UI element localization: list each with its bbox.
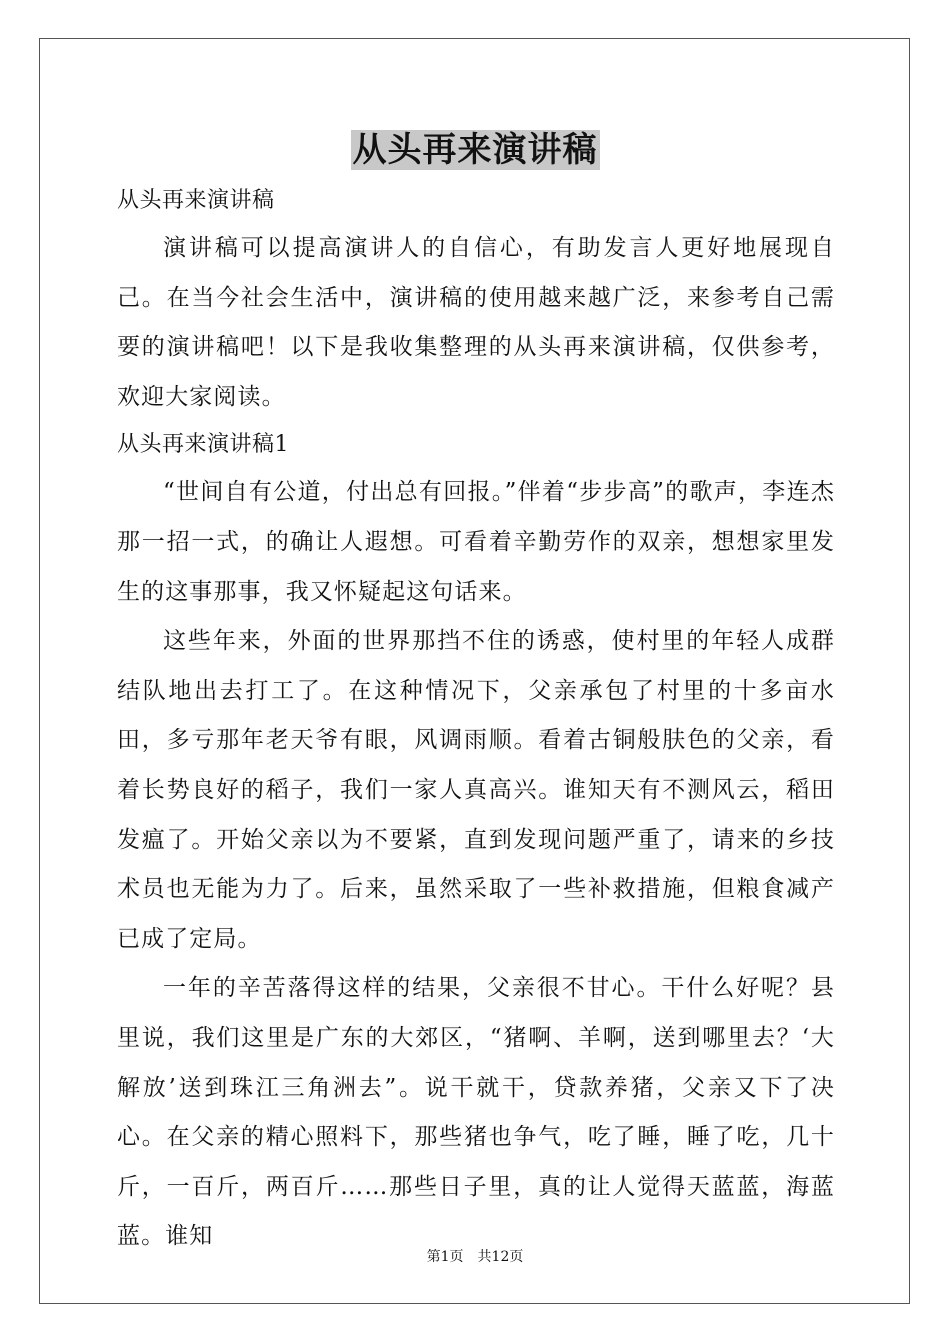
page-number: 第1页 — [426, 1249, 464, 1265]
section-heading: 从头再来演讲稿1 — [117, 432, 289, 458]
document-heading: 从头再来演讲稿 — [117, 188, 275, 213]
intro-paragraph: 演讲稿可以提高演讲人的自信心，有助发言人更好地展现自己。在当今社会生活中，演讲稿的使用越来越广泛，来参考自己需要的演讲稿吧！以下是我收集整理的从头再来演讲稿，仅供参考，欢迎大家阅读。 — [117, 235, 835, 410]
document-title-text: 从头再来演讲稿 — [352, 130, 598, 170]
body-paragraph-3: 一年的辛苦落得这样的结果，父亲很不甘心。干什么好呢？县里说，我们这里是广东的大郊区，“猪啊、羊啊，送到哪里去？‘大解放’送到珠江三角洲去”。说干就干，贷款养猪，父亲又下了决心。在父亲的精心照料下，那些猪也争气，吃了睡，睡了吃，几十斤，一百斤，两百斤……那些日子里，真的让人觉得天蓝蓝，海蓝蓝。谁知 — [117, 975, 835, 1250]
document-body — [117, 178, 835, 1262]
document-title — [0, 128, 950, 172]
body-paragraph-2: 这些年来，外面的世界那挡不住的诱惑，使村里的年轻人成群结队地出去打工了。在这种情况下，父亲承包了村里的十多亩水田，多亏那年老天爷有眼，风调雨顺。看着古铜般肤色的父亲，看着长势良好的稻子，我们一家人真高兴。谁知天有不测风云，稻田发瘟了。开始父亲以为不要紧，直到发现问题严重了，请来的乡技术员也无能为力了。后来，虽然采取了一些补救措施，但粮食减产已成了定局。 — [117, 628, 835, 952]
body-paragraph-1: “世间自有公道，付出总有回报。”伴着“步步高”的歌声，李连杰那一招一式，的确让人遐想。可看着辛勤劳作的双亲，想想家里发生的这事那事，我又怀疑起这句话来。 — [117, 479, 835, 605]
page-total: 共12页 — [477, 1249, 524, 1265]
page-footer — [0, 1248, 950, 1266]
